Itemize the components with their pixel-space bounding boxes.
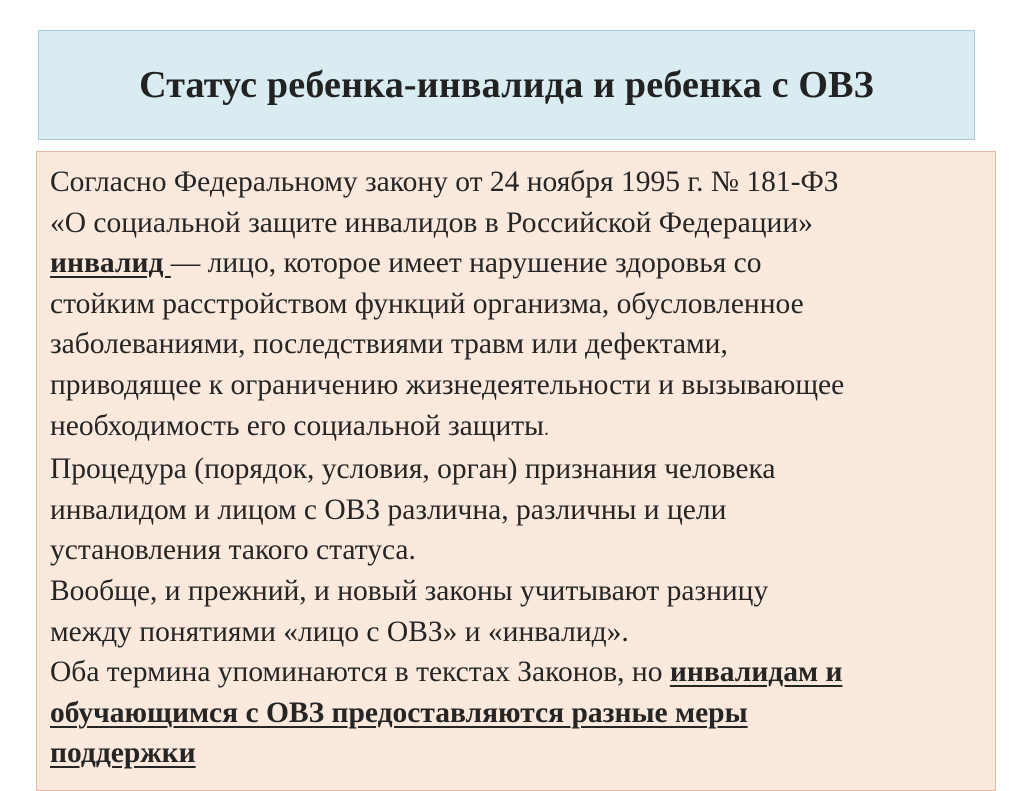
body-line-both-terms [50, 652, 995, 693]
body-line-law-title: «О социальной защите инвалидов в Российской Федерации» [50, 206, 813, 239]
body-line-5: заболеваниями, последствиями травм или дефектами, [50, 328, 728, 361]
body-line-laws-difference: Вообще, и прежний, и новый законы учитывают разницу [50, 574, 769, 607]
body-line-7-text: необходимость его социальной защиты [50, 409, 544, 442]
body-line-12: между понятиями «лицо с ОВЗ» и «инвалид». [50, 615, 629, 648]
slide-title: Статус ребенка-инвалида и ребенка с ОВЗ [139, 64, 874, 106]
slide-title-box [38, 30, 975, 140]
body-line-14-emphasis: обучающимся с ОВЗ предоставляются разные меры [50, 696, 748, 729]
body-line-4: стойким расстройством функций организма, обусловленное [50, 287, 804, 320]
slide-content-box [36, 151, 996, 791]
body-line-procedure: Процедура (порядок, условия, орган) признания человека [50, 453, 776, 486]
definition-text: — лицо, которое имеет нарушение здоровья со [170, 247, 762, 280]
body-line-15-emphasis: поддержки [50, 737, 196, 770]
body-line-15 [50, 733, 995, 774]
slide-body-text [50, 162, 995, 774]
body-line-13-plain: Оба термина упоминаются в текстах Законов, но [50, 656, 670, 689]
body-line-13-emphasis: инвалидам и [669, 656, 843, 689]
body-line-7-period: . [544, 417, 549, 440]
body-line-14 [50, 693, 995, 734]
body-line-9: инвалидом и лицом с ОВЗ различна, различны и цели [50, 493, 727, 526]
term-invalid: инвалид [50, 247, 171, 280]
body-line-7 [50, 406, 995, 450]
body-line-10: установления такого статуса. [50, 534, 416, 567]
body-line-6: приводящее к ограничению жизнедеятельности и вызывающее [50, 368, 845, 401]
body-line-definition-start [50, 243, 995, 284]
body-line-law-reference: Согласно Федеральному закону от 24 ноября 1995 г. № 181-ФЗ [50, 166, 839, 198]
